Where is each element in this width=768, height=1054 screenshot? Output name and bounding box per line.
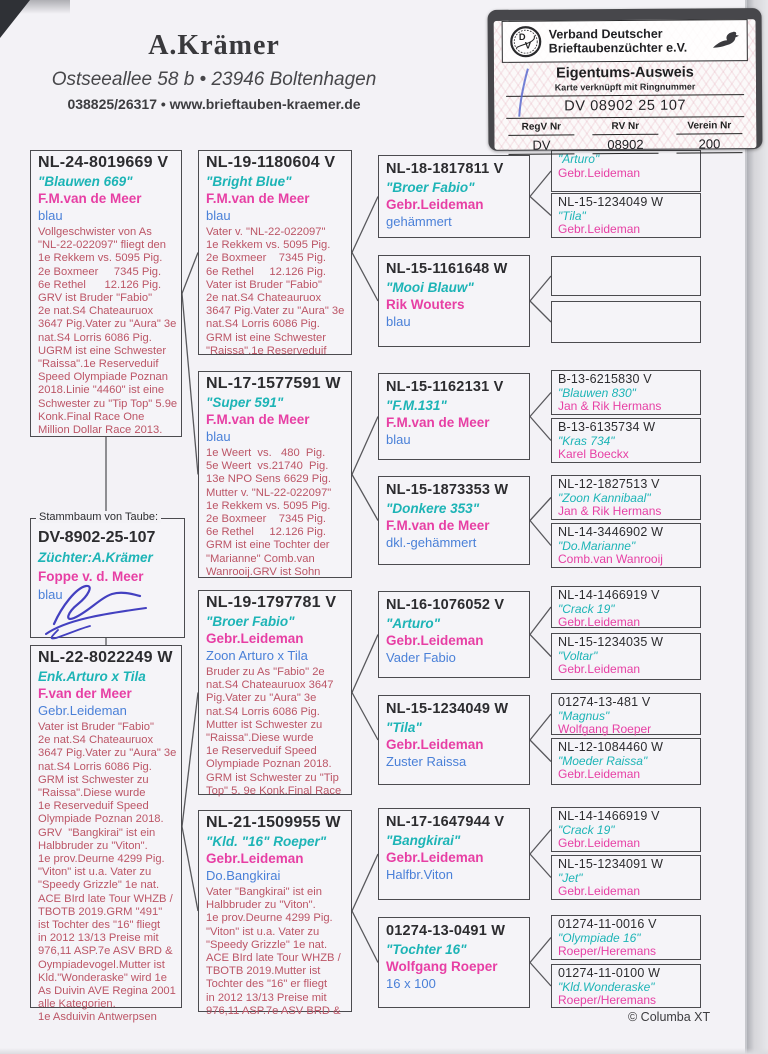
pedigree-box-gen2-0 (198, 150, 352, 355)
performance-description (38, 721, 177, 1025)
description-line: 1e Weert vs. 480 Pig. (206, 447, 326, 459)
ring-number: NL-19-1180604 V (206, 154, 336, 171)
pedigree-box-gen3-5 (378, 695, 530, 785)
ring-number: NL-15-1234091 W (558, 857, 664, 871)
ring-number: NL-12-1084460 W (558, 740, 664, 754)
description-line: TBOTB 2019.GRM "491" (38, 905, 163, 918)
pedigree-box-gen4-9 (551, 633, 701, 680)
description-line: ist Tochter des "16" fliegt (38, 919, 161, 932)
description-line: Halbbruder zu "Viton". (38, 839, 148, 852)
pedigree-box-gen1-1 (30, 645, 182, 1024)
description-line: UGRM ist eine Schwester (38, 344, 167, 357)
description-line: Speed Olympiade Poznan (38, 371, 168, 384)
description-line: Tochter des "16" er fliegt (206, 978, 328, 991)
ring-number: NL-17-1577591 W (206, 375, 341, 392)
ring-number: NL-17-1647944 V (386, 814, 505, 830)
color-info: Vader Fabio (386, 650, 456, 665)
description-line: TBOTB 2019.Mutter ist (206, 965, 321, 978)
bird-name: "Zoon Kannibaal" (558, 490, 651, 505)
description-line: Mutter ist Schwester zu (206, 718, 323, 731)
description-line: Vater ist Bruder "Fabio" (206, 278, 322, 291)
breeder-name: F.M.van de Meer (206, 191, 310, 206)
ring-number: NL-24-8019669 V (38, 154, 169, 171)
bird-name: "Blauwen 669" (38, 174, 133, 189)
description-line: GRM ist Schwester zu "Tip (206, 771, 339, 784)
description-line: 2e nat.S4 Chateauruox (38, 305, 154, 318)
ring-number: 01274-11-0016 V (558, 917, 657, 931)
bird-name: "Olympiade 16" (558, 930, 641, 945)
description-line: 976,11 ASP.7e ASV BRD & (206, 1004, 341, 1017)
rv-value: 08902 (592, 135, 658, 154)
verein-label: Verein Nr (676, 120, 742, 134)
bird-name: "Bright Blue" (206, 174, 292, 189)
description-line: 2e Boxmeer 7345 Pig. (206, 252, 327, 265)
pedigree-box-gen4-8 (551, 586, 701, 628)
description-line: GRM ist Schwester zu (38, 773, 149, 786)
description-line: "Viton" ist u.a. Vater zu (206, 925, 320, 938)
breeder-name: Jan & Rik Hermans (558, 399, 662, 413)
breeder-contact: 038825/26317 • www.brieftauben-kraemer.de (67, 96, 361, 112)
ring-number: NL-15-1873353 W (386, 482, 509, 498)
description-line: 1e Asduivin Antwerpsen (38, 1011, 157, 1024)
color-info: blau (386, 432, 411, 447)
bird-name: "Tila" (386, 720, 422, 735)
breeder-name: Roeper/Heremans (558, 993, 657, 1007)
bird-name: "Magnus" (558, 708, 610, 723)
description-line: nat.S4 Lorris 6086 Pig. (38, 760, 152, 773)
breeder-name: Gebr.Leideman (386, 633, 484, 648)
ring-number: NL-21-1509955 W (206, 814, 341, 831)
bird-name: "Blauwen 830" (558, 385, 636, 400)
description-line: 1e Rekkem vs. 5095 Pig. (38, 252, 163, 265)
ring-number: B-13-6135734 W (558, 420, 656, 434)
description-line: 1e prov.Deurne 4299 Pig. (206, 912, 333, 925)
performance-description (38, 226, 178, 437)
description-line: "Speedy Grizzle" 1e nat. (206, 938, 328, 951)
description-line: 2e nat.S4 Chateauruox (206, 292, 322, 305)
breeder-name: Gebr.Leideman (386, 737, 484, 752)
pedigree-box-gen3-7 (378, 917, 530, 1008)
description-line: 1e Rekkem vs. 5095 Pig. (206, 499, 331, 512)
breeder-name: F.M.van de Meer (386, 518, 490, 533)
regv-label: RegV Nr (508, 121, 574, 135)
bird-name: Enk.Arturo x Tila (38, 669, 146, 684)
bird-name: "Crack 19" (558, 822, 615, 837)
breeder-name: Gebr.Leideman (206, 851, 304, 866)
performance-description (206, 886, 344, 1018)
scan-bottom-shadow (0, 1048, 768, 1054)
description-line: "Viton" ist u.a. Vater zu (38, 866, 152, 879)
breeder-name: F.M.van de Meer (386, 415, 490, 430)
breeder-name: Gebr.Leideman (558, 767, 641, 781)
description-line: 13e NPO Sens 6629 Pig. (206, 473, 332, 486)
pedigree-box-gen3-6 (378, 808, 530, 900)
bird-name: "Arturo" (558, 152, 600, 166)
subject-strain: Foppe v. d. Meer (38, 569, 144, 584)
pedigree-box-gen2-1 (198, 371, 352, 578)
description-line: 6e Rethel 12.126 Pig. (38, 278, 162, 291)
scan-edge-shadow (747, 0, 768, 1054)
bird-name: "Mooi Blauw" (386, 280, 474, 295)
bird-name: "Kld. "16" Roeper" (206, 834, 327, 849)
subject-ring-number: DV-8902-25-107 (38, 529, 156, 546)
description-line: GRV "Bangkirai" ist ein (38, 826, 156, 839)
description-line: GRM ist eine Schwester (206, 331, 326, 344)
ring-number: 01274-13-0491 W (386, 923, 506, 939)
breeder-title: A.Krämer (148, 30, 280, 61)
description-line: Pig.Vater zu "Aura" 3e (206, 692, 317, 705)
pedigree-box-gen1-0 (30, 150, 182, 437)
breeder-name: Gebr.Leideman (558, 884, 641, 898)
description-line: "Speedy Grizzle" 1e nat. (38, 879, 160, 892)
pedigree-box-gen4-6 (551, 475, 701, 520)
bird-name: "Donkere 353" (386, 501, 480, 516)
bird-name: "F.M.131" (386, 398, 447, 413)
pedigree-box-gen4-4 (551, 370, 701, 415)
description-line: Olympiade Poznan 2018. (206, 758, 332, 771)
pedigree-box-gen4-2 (551, 256, 701, 296)
association-name-line1: Verband Deutscher (548, 26, 663, 42)
description-line: in 2012 13/13 Preise mit (206, 991, 327, 1004)
ownership-card-title: Eigentums-Ausweis (556, 64, 694, 82)
pedigree-box-gen4-12 (551, 807, 701, 852)
breeder-name: Wolfgang Roeper (558, 722, 652, 736)
description-line: 1e Reserveduif Speed (38, 800, 149, 813)
ownership-card-subtitle: Karte verknüpft mit Ringnummer (554, 81, 696, 93)
performance-description (206, 447, 344, 579)
description-line: Vater ist Bruder "Fabio" (38, 721, 154, 733)
dv-association-logo-icon (509, 25, 543, 59)
bird-name: "Moeder Raissa" (558, 753, 648, 768)
ring-number: NL-18-1817811 V (386, 161, 504, 177)
description-line: Bruder zu As "Fabio" 2e (206, 666, 325, 678)
pedigree-box-gen4-0 (551, 150, 701, 192)
description-line: 976,11 ASP.7e ASV BRD & (38, 945, 173, 958)
description-line: "Raissa".1e Reserveduif (38, 358, 159, 371)
pedigree-box-gen4-14 (551, 915, 701, 960)
description-line: Vater "Bangkirai" ist ein (206, 886, 322, 898)
ownership-card-body (494, 19, 757, 153)
pedigree-box-gen4-1 (551, 193, 701, 238)
breeder-name: Gebr.Leideman (206, 631, 304, 646)
ring-number: NL-14-1466919 V (558, 588, 660, 602)
pedigree-box-gen3-3 (378, 476, 530, 565)
breeder-address: Ostseeallee 58 b • 23946 Boltenhagen (51, 69, 377, 90)
breeder-name: Gebr.Leideman (386, 197, 484, 212)
color-info: gehämmert (386, 214, 452, 229)
description-line: alle Kategorien. (38, 998, 116, 1011)
description-line: Top" 5. 9e Konk.Final Race (206, 784, 342, 797)
description-line: 1e Rekkem vs. 5095 Pig. (206, 239, 331, 252)
description-line: 3647 Pig.Vater zu "Aura" 3e (206, 305, 345, 318)
pedigree-box-gen3-4 (378, 591, 530, 678)
color-info: Zuster Raissa (386, 754, 467, 769)
breeder-name: Roeper/Heremans (558, 944, 657, 958)
description-line: 1e Reserveduif Speed (206, 745, 317, 758)
pigeon-icon (711, 29, 741, 51)
bird-name: "Tila" (558, 208, 586, 223)
description-line: 3647 Pig.Vater zu "Aura" 3e (38, 747, 177, 760)
description-line: nat.S4 Lorris 6086 Pig. (206, 705, 320, 718)
description-line: 2e Boxmeer 7345 Pig. (38, 265, 162, 278)
ring-number: 01274-11-0100 W (558, 966, 661, 980)
ring-number: NL-12-1827513 V (558, 477, 660, 491)
bird-name: "Broer Fabio" (206, 614, 295, 629)
pedigree-box-gen4-11 (551, 738, 701, 785)
breeder-name: Gebr.Leideman (558, 836, 641, 850)
description-line: 2e Boxmeer 7345 Pig. (206, 513, 327, 526)
association-name (549, 26, 705, 56)
description-line: "Raissa".Diese wurde (38, 787, 146, 800)
ring-number: NL-22-8022249 W (38, 649, 173, 666)
breeder-name: Comb.van Wanrooij (558, 552, 663, 566)
ownership-card (488, 8, 763, 151)
rv-label: RV Nr (592, 121, 658, 135)
description-line: nat.S4 Lorris 6086 Pig. (38, 331, 152, 344)
breeder-name: Gebr.Leideman (558, 165, 641, 180)
pedigree-box-gen2-2 (198, 590, 352, 795)
description-line: Mutter v. "NL-22-022097" (206, 486, 332, 499)
bird-name: "Arturo" (386, 616, 441, 631)
description-line: nat.S4 Chateauruox 3647 (206, 679, 334, 692)
description-line: Million Dollar Race 2013. (38, 424, 163, 437)
breeder-name: Karel Boeckx (558, 447, 629, 461)
pedigree-box-gen3-1 (378, 255, 530, 347)
rv-column (592, 121, 658, 154)
description-line: in 2012 13/13 Preise mit (38, 932, 159, 945)
association-name-line2: Brieftaubenzüchter e.V. (548, 40, 688, 56)
performance-description (206, 226, 344, 358)
description-line: 2018.Linie "4460" ist eine (38, 384, 165, 397)
color-info: Halfbr.Viton (386, 867, 453, 882)
pedigree-box-gen4-13 (551, 855, 701, 900)
color-info: dkl.-gehämmert (386, 535, 477, 550)
description-line: Konk.Final Race One (38, 410, 145, 423)
breeder-name: Jan & Rik Hermans (558, 504, 662, 518)
bird-name: "Voltar" (558, 648, 598, 663)
description-line: Halbbruder zu "Viton". (206, 899, 316, 912)
description-line: "Raissa".1e Reserveduif (206, 344, 327, 357)
bird-name: "Kras 734" (558, 433, 615, 448)
description-line: ACE BIrd late Tour WHZB / (206, 952, 341, 965)
bird-name: "Kld.Wonderaske" (558, 979, 655, 994)
pen-mark (516, 67, 532, 119)
regv-column (508, 121, 574, 154)
verein-value: 200 (676, 134, 742, 153)
ring-number: NL-15-1161648 W (386, 261, 508, 277)
pedigree-box-gen4-10 (551, 693, 701, 735)
svg-text:D: D (518, 31, 526, 43)
ring-number: B-13-6215830 V (558, 372, 652, 386)
description-line: Schwester zu "Tip Top" 5.9e (38, 397, 178, 410)
color-info: blau (206, 429, 231, 444)
color-info: blau (38, 208, 63, 223)
ring-number: NL-19-1797781 V (206, 594, 337, 611)
bird-name: "Jet" (558, 870, 583, 885)
description-line: GRV ist Bruder "Fabio" (38, 292, 153, 305)
bird-name: "Bangkirai" (386, 833, 461, 848)
ring-number: NL-15-1162131 V (386, 379, 504, 395)
verein-column (676, 120, 742, 153)
page-corner-fold (0, 0, 30, 38)
ring-number: NL-14-1466919 V (558, 809, 660, 823)
description-line: nat.S4 Lorris 6086 Pig. (206, 318, 320, 331)
pedigree-box-gen2-3 (198, 810, 352, 1017)
breeder-name: Wolfgang Roeper (386, 959, 498, 974)
description-line: Oympiadevogel.Mutter ist (38, 958, 165, 971)
performance-description (206, 666, 344, 798)
description-line: 6e Rethel 12.126 Pig. (206, 265, 327, 278)
pedigree-box-gen3-2 (378, 373, 530, 460)
description-line: 3647 Pig.Vater zu "Aura" 3e (38, 318, 177, 331)
ring-number: 01274-13-481 V (558, 695, 651, 709)
breeder-name: Gebr.Leideman (386, 850, 484, 865)
description-line: Olympiade Poznan 2018. (38, 813, 164, 826)
color-info: Zoon Arturo x Tila (206, 648, 308, 663)
description-line: ACE BIrd late Tour WHZB / (38, 892, 173, 905)
svg-text:V: V (524, 40, 532, 51)
divider (506, 116, 744, 119)
breeder-name: Gebr.Leideman (558, 662, 641, 676)
bird-name: "Broer Fabio" (386, 180, 475, 195)
description-line: "Raissa".Diese wurde (206, 732, 314, 745)
breeder-name: Rik Wouters (386, 297, 465, 312)
breeder-name: Gebr.Leideman (558, 615, 641, 629)
software-credit: © Columba XT (628, 1010, 711, 1024)
signature (38, 576, 170, 646)
pedigree-box-gen3-0 (378, 155, 530, 238)
ring-number: NL-16-1076052 V (386, 597, 505, 613)
ring-number: NL-15-1234035 W (558, 635, 664, 649)
letterhead (18, 30, 410, 112)
ring-number: NL-15-1234049 W (558, 195, 664, 209)
color-info: blau (206, 208, 231, 223)
description-line: Vater v. "NL-22-022097" (206, 226, 326, 238)
description-line: 5e Weert vs.21740 Pig. (206, 460, 329, 473)
pedigree-box-gen4-15 (551, 964, 701, 1008)
breeder-name: F.M.van de Meer (206, 412, 310, 427)
ownership-ring-number: DV 08902 25 107 (564, 97, 687, 115)
description-line: "NL-22-022097" fliegt den (38, 239, 166, 252)
bird-name: "Tochter 16" (386, 942, 467, 957)
color-info: Do.Bangkirai (206, 868, 281, 883)
bird-name: "Do.Marianne" (558, 538, 636, 553)
registration-table (508, 120, 742, 155)
subject-color: blau (38, 587, 63, 602)
description-line: 6e Rethel 12.126 Pig. (206, 526, 327, 539)
description-line: GRM ist eine Tochter der (206, 539, 330, 552)
breeder-name: F.M.van de Meer (38, 191, 142, 206)
pedigree-box-gen4-5 (551, 418, 701, 463)
description-line: 2e nat.S4 Chateauruox (38, 734, 154, 747)
breeder-name: Gebr.Leideman (558, 222, 641, 236)
bird-name: "Super 591" (206, 395, 284, 410)
color-info: 16 x 100 (386, 976, 436, 991)
color-info: blau (386, 314, 411, 329)
description-line: As Duivin AVE Regina 2001 (38, 985, 176, 998)
bird-name: "Crack 19" (558, 601, 615, 616)
breeder-name: F.van der Meer (38, 686, 132, 701)
association-header (502, 19, 748, 63)
description-line: Wanrooij.GRV ist Sohn (206, 565, 321, 578)
pedigree-box-gen4-3 (551, 301, 701, 343)
subject-owner: Züchter:A.Krämer (38, 550, 153, 565)
subject-label: Stammbaum von Taube: (36, 511, 161, 523)
description-line: 1e prov.Deurne 4299 Pig. (38, 853, 165, 866)
description-line: Kld."Wonderaske" wird 1e (38, 971, 167, 984)
ring-number: NL-14-3446902 W (558, 525, 664, 539)
regv-value: DV (508, 135, 574, 154)
ring-number: NL-15-1234049 W (386, 701, 509, 717)
description-line: "Marianne" Comb.van (206, 552, 315, 565)
description-line: Vollgeschwister von As (38, 226, 152, 238)
pedigree-box-gen4-7 (551, 523, 701, 568)
color-info: Gebr.Leideman (38, 703, 127, 718)
